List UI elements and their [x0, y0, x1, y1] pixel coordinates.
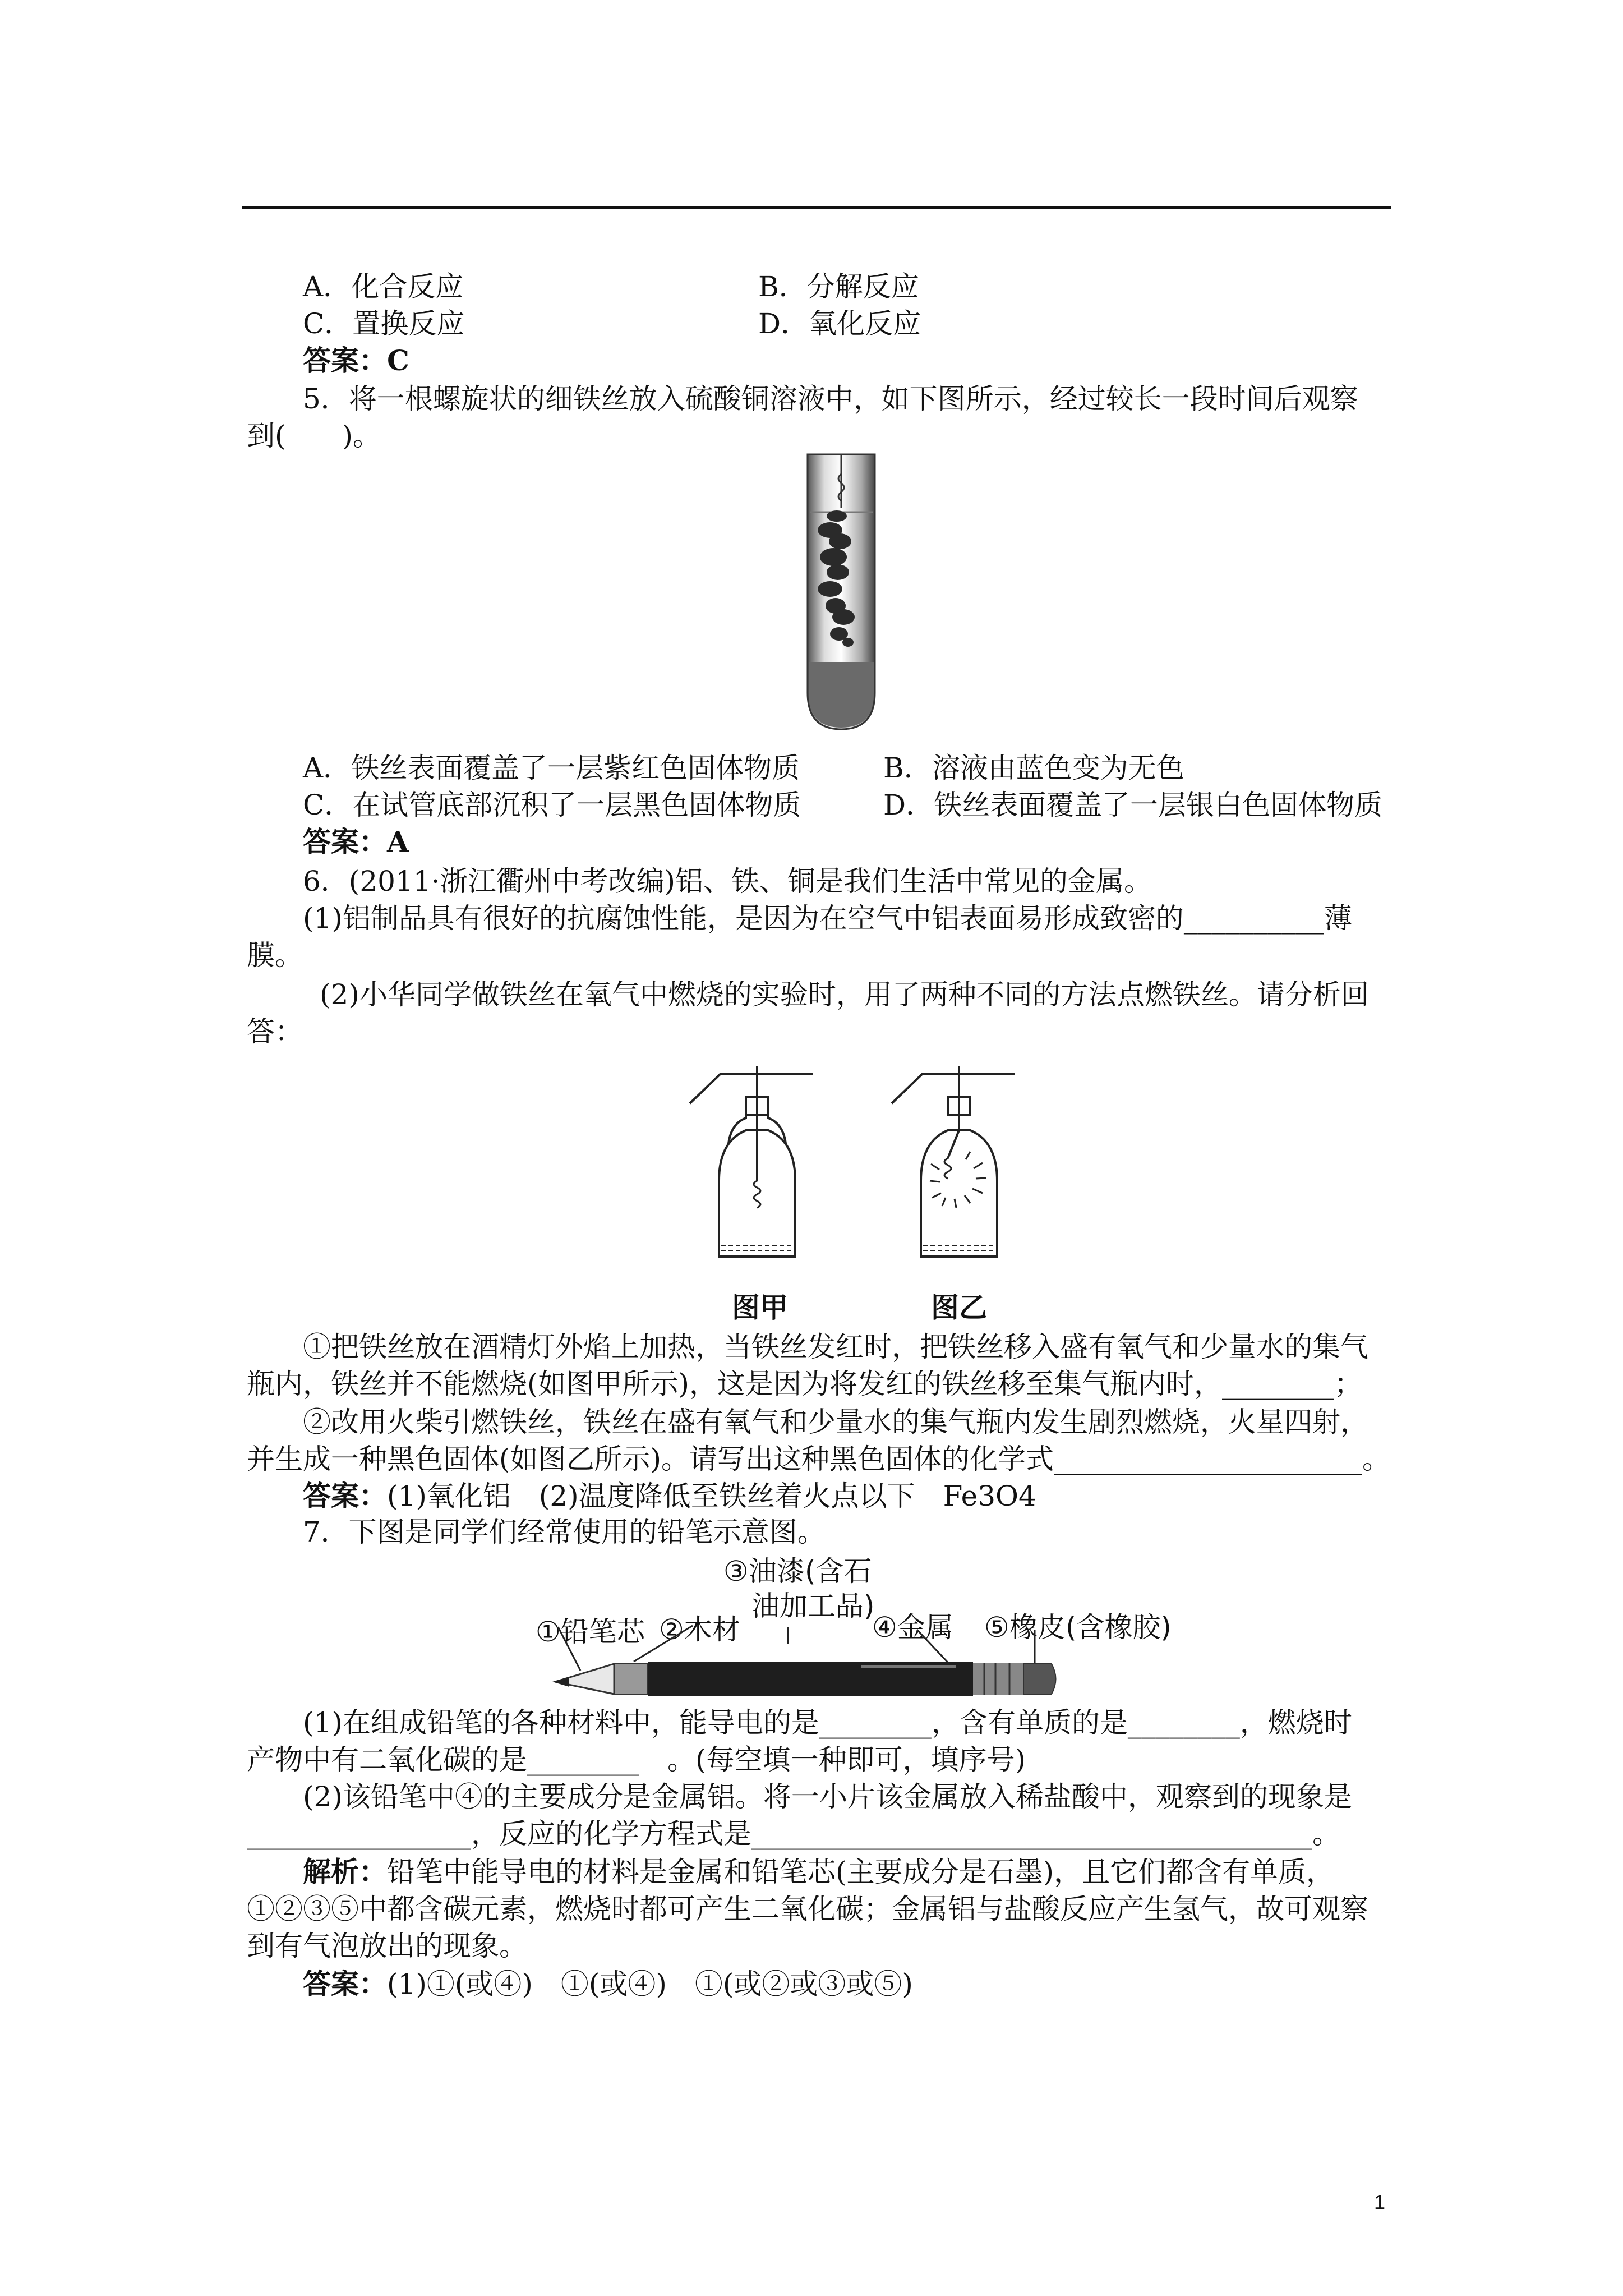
q5-stem-line2: 到( )。 [247, 420, 381, 452]
header-rule [242, 206, 1391, 209]
q4-option-a: A．化合反应 [303, 270, 464, 303]
q4-option-d: D．氧化反应 [758, 307, 921, 340]
q6-part2-line1: (2)小华同学做铁丝在氧气中燃烧的实验时，用了两种不同的方法点燃铁丝。请分析回 [320, 978, 1369, 1011]
q7-stem: 7．下图是同学们经常使用的铅笔示意图。 [303, 1516, 826, 1548]
q4-option-b: B．分解反应 [758, 270, 919, 303]
q5-stem-line1: 5．将一根螺旋状的细铁丝放入硫酸铜溶液中，如下图所示，经过较长一段时间后观察 [303, 383, 1358, 415]
q7-analysis-label: 解析： [303, 1855, 387, 1888]
q6-sub2-line2: 并生成一种黑色固体(如图乙所示)。请写出这种黑色固体的化学式______________________。 [247, 1443, 1391, 1475]
pencil-label-wood: ②木材 [659, 1613, 740, 1646]
gas-bottle-figure-jia [684, 1063, 830, 1282]
pencil-label-paint-line2: 油加工品) [751, 1590, 875, 1622]
q7-answer-text: (1)①(或④) ①(或④) ①(或②或③或⑤) [387, 1968, 913, 2000]
q6-part1-line1: (1)铝制品具有很好的抗腐蚀性能，是因为在空气中铝表面易形成致密的__________薄 [303, 902, 1352, 935]
pencil-label-lead: ①铅笔芯 [536, 1616, 645, 1648]
q7-part2-line1: (2)该铅笔中④的主要成分是金属铝。将一小片该金属放入稀盐酸中，观察到的现象是 [303, 1780, 1352, 1813]
q7-analysis-line1 [303, 1855, 1334, 1889]
q6-sub1-line1: ①把铁丝放在酒精灯外焰上加热，当铁丝发红时，把铁丝移入盛有氧气和少量水的集气 [303, 1331, 1368, 1363]
q7-analysis-text-line1: 铅笔中能导电的材料是金属和铅笔芯(主要成分是石墨)，且它们都含有单质， [387, 1856, 1335, 1888]
q6-answer [303, 1479, 1036, 1513]
test-tube-figure [796, 452, 886, 735]
q6-stem: 6．(2011·浙江衢州中考改编)铝、铁、铜是我们生活中常见的金属。 [303, 865, 1152, 898]
q4-answer: 答案：C [303, 344, 409, 377]
q5-option-d: D．铁丝表面覆盖了一层银白色固体物质 [883, 789, 1383, 821]
q6-sub2-line1: ②改用火柴引燃铁丝，铁丝在盛有氧气和少量水的集气瓶内发生剧烈燃烧，火星四射， [303, 1406, 1368, 1438]
q5-option-c: C．在试管底部沉积了一层黑色固体物质 [303, 789, 801, 821]
q7-answer-label: 答案： [303, 1967, 387, 2000]
gas-bottle-figure-yi [886, 1063, 1032, 1282]
q7-analysis-line3: 到有气泡放出的现象。 [247, 1930, 527, 1962]
q6-answer-text: (1)氧化铝 (2)温度降低至铁丝着火点以下 Fe3O4 [387, 1480, 1036, 1512]
q6-part1-line2: 膜。 [247, 939, 303, 972]
q7-part1-line1: (1)在组成铅笔的各种材料中，能导电的是________，含有单质的是________，燃烧时 [303, 1706, 1352, 1739]
q6-part2-line2: 答： [247, 1015, 303, 1048]
figure-label-jia: 图甲 [732, 1291, 788, 1324]
page-number: 1 [1374, 2191, 1386, 2214]
q7-answer [303, 1967, 913, 2001]
q5-option-a: A．铁丝表面覆盖了一层紫红色固体物质 [303, 752, 800, 784]
q7-analysis-line2: ①②③⑤中都含碳元素，燃烧时都可产生二氧化碳；金属铝与盐酸反应产生氢气，故可观察 [247, 1893, 1368, 1925]
pencil-label-metal: ④金属 [872, 1611, 953, 1644]
q6-sub1-line2: 瓶内，铁丝并不能燃烧(如图甲所示)，这是因为将发红的铁丝移至集气瓶内时，________； [247, 1368, 1363, 1400]
q7-part2-line2: ________________，反应的化学方程式是________________________________________。 [247, 1818, 1340, 1850]
q7-part1-line2: 产物中有二氧化碳的是________ 。(每空填一种即可，填序号) [247, 1743, 1026, 1776]
pencil-label-paint-line1: ③油漆(含石 [723, 1555, 872, 1588]
figure-label-yi: 图乙 [931, 1291, 987, 1324]
q6-answer-label: 答案： [303, 1479, 387, 1512]
q5-option-b: B．溶液由蓝色变为无色 [883, 752, 1184, 784]
pencil-label-eraser: ⑤橡皮(含橡胶) [984, 1611, 1172, 1644]
q4-option-c: C．置换反应 [303, 307, 465, 340]
q5-answer: 答案：A [303, 825, 409, 858]
pencil-figure [547, 1621, 1077, 1711]
